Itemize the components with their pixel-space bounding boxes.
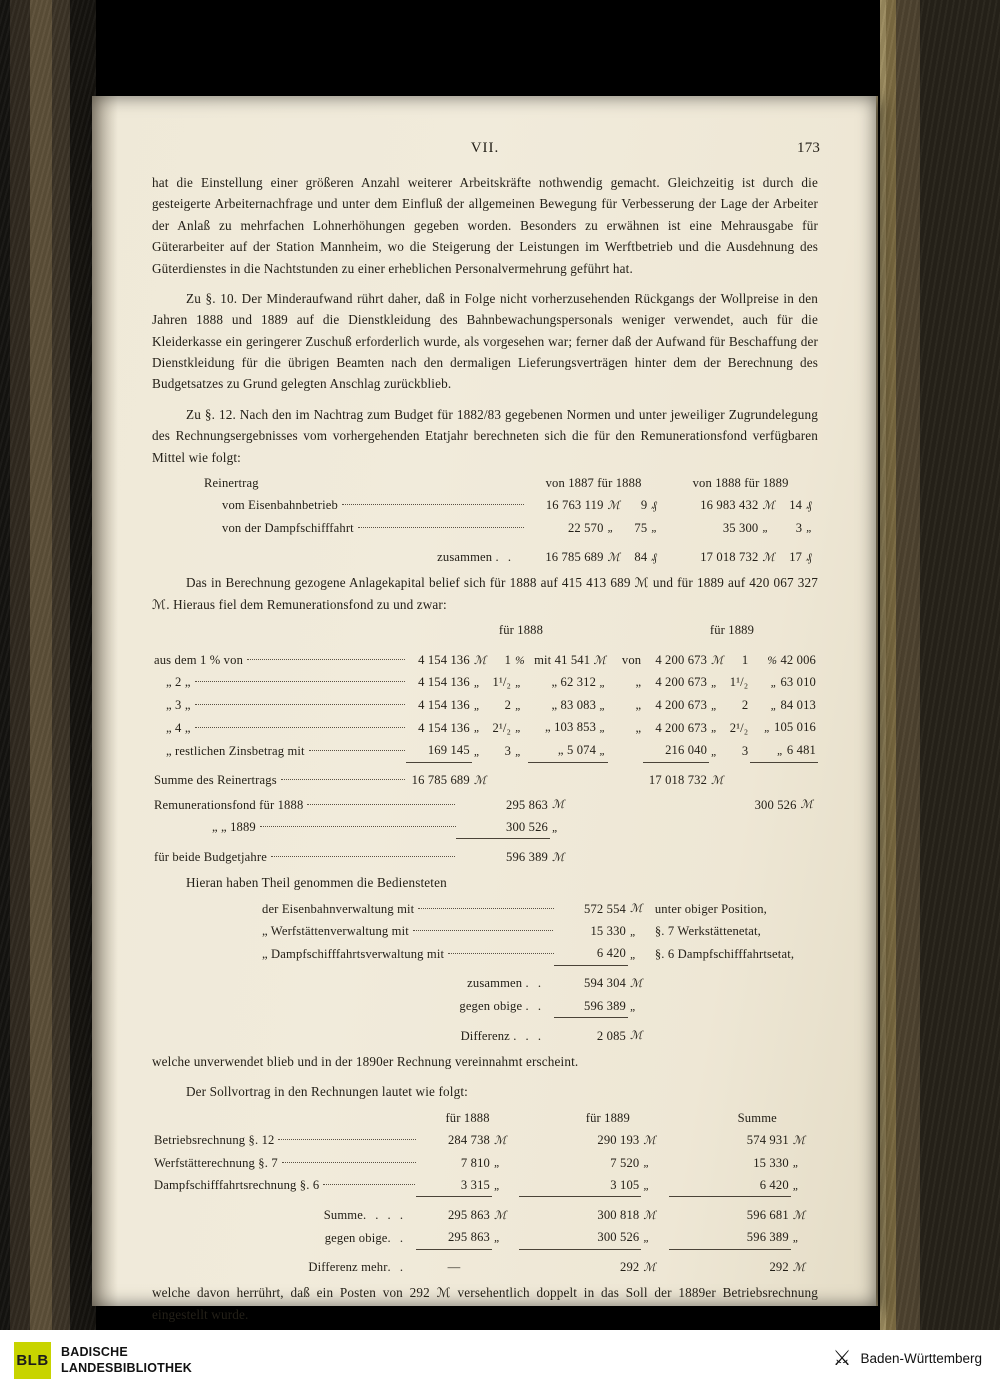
- table-row: gegen obige . . 596 389 „: [152, 995, 818, 1018]
- t4-diff-label: Differenz mehr: [308, 1260, 388, 1275]
- t3-r0-label: der Eisenbahnverwaltung mit: [262, 901, 415, 916]
- t2-r0-u1: ℳ: [473, 654, 487, 667]
- t1-sum-s1: ₰: [651, 551, 658, 564]
- t4-r1-v3: 15 330: [753, 1155, 789, 1170]
- t1-r0-p1: 9: [640, 498, 648, 513]
- t2-r3-base2: 4 200 673: [655, 720, 708, 735]
- paragraph-6: welche unverwendet blieb und in der 1890er Rechnung vereinnahmt erscheint.: [152, 1053, 579, 1069]
- t2-r2-base2: 4 200 673: [655, 698, 708, 713]
- t4-r1-v1: 7 810: [460, 1155, 490, 1170]
- t2-r1-amt: 62 312: [560, 675, 597, 690]
- t4-r1-label: Werfstätterechnung §. 7: [154, 1155, 278, 1170]
- t3-gegen-v: 596 389: [554, 995, 628, 1018]
- t2-r0-mit: mit: [534, 652, 552, 667]
- griffin-icon: ⚔: [832, 1346, 852, 1370]
- t4-gegen-v3: 596 389: [669, 1226, 791, 1249]
- table-row: [152, 1129, 818, 1151]
- t1-sum-v1: 16 785 689: [545, 550, 604, 565]
- t3-gegen-label: gegen obige: [459, 999, 523, 1014]
- t2-r1-amtu: „: [599, 677, 606, 690]
- t2-r0-von2: von: [621, 652, 642, 667]
- t2-r1-base2: 4 200 673: [655, 675, 708, 690]
- t3-r0-note: unter obiger Position,: [654, 901, 767, 916]
- t2-r1-pct2: 1¹/₂: [729, 675, 749, 690]
- t4-gegen-v1: 295 863: [416, 1226, 492, 1249]
- table-row-sum: [152, 769, 818, 791]
- t2-r0-l2: von: [223, 652, 244, 667]
- t2-r1-mit: „: [551, 675, 558, 690]
- t4-sum-v3: 596 681: [746, 1207, 789, 1222]
- t2-r2-u2: „: [711, 699, 718, 712]
- t2-r1-von2: „: [635, 675, 642, 690]
- t2-r2-pctsym2: „: [770, 699, 778, 712]
- book-cover-right: [880, 0, 1000, 1330]
- table-row-sum: Summe. . . . 295 863 ℳ 300 818 ℳ 596 681 ℳ: [152, 1204, 818, 1226]
- t4-head-2: Summe: [737, 1110, 777, 1125]
- t2-r1-base: 4 154 136: [418, 675, 470, 690]
- t4-r0-u1: ℳ: [493, 1134, 507, 1147]
- t4-r0-u2: ℳ: [643, 1134, 656, 1147]
- t2-sum-u1: ℳ: [473, 774, 487, 787]
- t2-r3-base: 4 154 136: [418, 720, 470, 735]
- t2-r3-pct: 2¹/₂: [492, 720, 512, 735]
- t2-r1-pct: 1¹/₂: [492, 675, 512, 690]
- t1-r0-u1: ℳ: [607, 500, 620, 513]
- t4-diff-v3: 292: [769, 1260, 789, 1275]
- t2-r1-l1: „ 2: [166, 675, 182, 690]
- t3-r2-value: 6 420: [554, 942, 628, 965]
- t2-r3-l2: „: [184, 720, 191, 735]
- table-row: [152, 846, 818, 868]
- t2-head-1888: für 1888: [498, 623, 544, 638]
- t4-head-0: für 1888: [445, 1110, 490, 1125]
- t4-r2-v3: 6 420: [669, 1174, 791, 1197]
- table-row: [152, 794, 818, 816]
- t2-r4-amtu: „: [599, 745, 606, 758]
- t2-fond-right: 300 526: [754, 797, 797, 812]
- paragraph-2: Zu §. 10. Der Minderaufwand rührt daher, daß in Folge nicht vorherzusehenden Rückgangs der Wollpreise in den Jahren 1888 und 1889 auf die Dienstkleidung des Bahnbewachungspersonals weniger verwendet, auch für die Kleiderkasse ein geringerer Zuschuß erforderlich wurde, als vorgesehen war; ferner daß der Aufwand für Beschaffung der Dienstkleidung für die übrigen Beamten nach den dermaligen Lieferungsverträgen hinter dem der Berechnung des Budgetsatzes zu Grund gelegten Anschlag zurückblieb.: [152, 290, 818, 392]
- t2-both-v: 596 389: [506, 849, 548, 864]
- t2-r3-pct2: 2¹/₂: [729, 720, 749, 735]
- t2-r2-von2: „: [635, 698, 642, 713]
- t2-r3-u2: „: [711, 722, 718, 735]
- t4-gegen-u2: „: [643, 1232, 650, 1245]
- t4-diff-u1: [492, 1256, 519, 1278]
- table-row: gegen obige. . 295 863 „ 300 526 „ 596 389 „: [152, 1226, 818, 1249]
- t1-sum-label: zusammen: [437, 550, 493, 565]
- t4-r1-u1: „: [493, 1157, 501, 1170]
- t2-r0-amt: 41 541: [554, 652, 591, 667]
- t3-r2-note: §. 6 Dampfschifffahrtsetat,: [654, 946, 795, 961]
- t1-r1-p1: 75: [634, 520, 648, 535]
- table-remunerationsfond: [152, 619, 818, 868]
- t4-diff-v1: —: [447, 1260, 461, 1275]
- t2-fond-v2: 300 526: [456, 816, 550, 839]
- paragraph-3: Zu §. 12. Nach den im Nachtrag zum Budget für 1882/83 gegebenen Normen und unter jeweiliger Zugrundelegung des Rechnungsergebnisses vom vorhergehenden Etatjahr berechneten sich die für den Remunerationsfond verfügbaren Mittel wie folgt:: [152, 406, 818, 465]
- t2-r2-l2: „: [184, 698, 191, 713]
- t2-r3-l1: „ 4: [166, 720, 182, 735]
- t2-r0-amt2: 42 006: [780, 652, 816, 667]
- t2-r2-amt2: 84 013: [780, 697, 816, 712]
- baden-wuerttemberg-brand[interactable]: [833, 1348, 982, 1369]
- t2-r0-l1: aus dem 1 %: [154, 652, 221, 667]
- table-row: [152, 649, 818, 672]
- t2-r1-pctsym2: „: [770, 677, 778, 690]
- t4-sum-u2: ℳ: [643, 1209, 656, 1222]
- t1-sum-p1: 84: [634, 550, 648, 565]
- text-column: [152, 136, 818, 1379]
- t1-r0-p2: 14: [789, 498, 803, 513]
- t2-fond-right-u: ℳ: [800, 799, 813, 812]
- t4-r2-v1: 3 315: [416, 1174, 492, 1197]
- t2-r4-amt2: 6 481: [786, 743, 816, 758]
- t4-sum-label: Summe: [323, 1207, 363, 1222]
- t3-r1-note: §. 7 Werkstättenetat,: [654, 924, 761, 939]
- table-row: Differenz . . . 2 085 ℳ: [152, 1025, 818, 1047]
- paragraph-8: welche davon herrührt, daß ein Posten von 292 ℳ versehentlich doppelt in das Soll der 1889er Betriebsrechnung eingestellt wurde.: [152, 1285, 818, 1322]
- document-page: [92, 96, 876, 1322]
- table-row: [152, 671, 818, 694]
- t3-r1-value: 15 330: [590, 924, 626, 939]
- t2-sum-u2: ℳ: [711, 774, 724, 787]
- t1-sum-u1: ℳ: [607, 551, 620, 564]
- t3-r1-label: „ Werfstättenverwaltung mit: [262, 924, 409, 939]
- paragraph-1: hat die Einstellung einer größeren Anzahl weiterer Arbeitskräfte nothwendig gemacht. Gleichzeitig ist durch die gesteigerte Arbeiternachfrage und unter dem Einfluß der allgemeinen Bewegung für Verbesserung der Lage der Arbeiter der Anlaß zu mehrfachen Lohnerhöhungen gegeben worden. Besonders zu erwähnen ist eine Mehrausgabe für Güterarbeiter auf der Station Mannheim, wo die Steigerung der Leistungen im Werftbetrieb und die Ausdehnung des Güterdienstes in die Nachtstunden zu einer erheblichen Personalvermehrung geführt hat.: [152, 175, 818, 276]
- t4-diff-u2: ℳ: [643, 1261, 656, 1274]
- t1-r1-label: von der Dampfschifffahrt: [222, 520, 354, 535]
- t2-r4-u1: „: [473, 745, 481, 758]
- t2-r1-amt2: 63 010: [780, 675, 816, 690]
- table-row: [152, 942, 818, 965]
- t2-r0-pct2: 1: [741, 652, 749, 667]
- t2-fond-label2: „ „ 1889: [212, 820, 256, 835]
- t3-diff-label: Differenz: [460, 1028, 510, 1043]
- t1-r0-u2: ℳ: [762, 500, 775, 513]
- t1-r0-s1: ₰: [651, 500, 658, 513]
- t2-sum-label: Summe des Reinertrags: [154, 773, 277, 788]
- badische-landesbibliothek-logo[interactable]: [14, 1342, 192, 1379]
- t4-r1-u3: „: [792, 1157, 800, 1170]
- page-header: [152, 136, 818, 162]
- t4-head-1: für 1889: [585, 1110, 630, 1125]
- t2-r4-von2: [608, 739, 643, 762]
- t1-r0-s2: ₰: [806, 500, 813, 513]
- t4-r2-u3: „: [792, 1180, 800, 1193]
- t2-r4-pctsym2: „: [777, 745, 784, 758]
- t3-diff-v: 2 085: [596, 1028, 626, 1043]
- t2-r3-pctsym2: „: [764, 722, 771, 735]
- t2-r1-u2: „: [711, 677, 718, 690]
- t1-caption: Reinertrag: [204, 475, 259, 490]
- t1-r1-s2: „: [806, 522, 813, 535]
- book-cover-left: [0, 0, 96, 1330]
- t3-r1-unit: „: [630, 925, 637, 938]
- t2-r3-pctsym: „: [515, 722, 522, 735]
- viewer-footer: [0, 1330, 1000, 1391]
- t1-r0-v1: 16 763 119: [545, 498, 604, 513]
- t2-r4-l1: „ restlichen Zinsbetrag mit: [166, 743, 305, 758]
- t2-r3-amt2: 105 016: [774, 720, 816, 735]
- paragraph-5: Hieran haben Theil genommen die Bediensteten: [186, 875, 447, 891]
- t2-r0-u2: ℳ: [711, 654, 724, 667]
- library-name-line1: BADISCHE: [61, 1344, 128, 1359]
- t2-fond-v1: 295 863: [506, 797, 548, 812]
- table-bedienstete: [152, 898, 818, 1047]
- t2-r2-pctsym: „: [515, 699, 522, 712]
- table-row: [152, 494, 818, 516]
- t1-r1-v2: 35 300: [722, 520, 759, 535]
- t4-gegen-u1: „: [493, 1232, 501, 1245]
- t1-col2-head: von 1888 für 1889: [692, 475, 789, 490]
- t2-r1-pctsym: „: [515, 677, 522, 690]
- t1-r1-u1: „: [607, 522, 615, 535]
- t2-r1-l2: „: [184, 675, 191, 690]
- t2-r3-von2: „: [635, 720, 642, 735]
- t2-sum-v2: 17 018 732: [648, 773, 708, 788]
- t3-zus-v: 594 304: [584, 976, 626, 991]
- t4-gegen-u3: „: [792, 1232, 800, 1245]
- t4-sum-u1: ℳ: [493, 1209, 507, 1222]
- t2-r0-base: 4 154 136: [418, 652, 470, 667]
- t3-r2-label: „ Dampfschifffahrtsverwaltung mit: [262, 946, 445, 961]
- t2-fond-u1: ℳ: [552, 799, 565, 812]
- t2-r2-pct2: 2: [741, 698, 749, 713]
- t2-r2-u1: „: [473, 699, 481, 712]
- t4-r2-u2: „: [643, 1180, 650, 1193]
- t2-r3-u1: „: [473, 722, 481, 735]
- t4-r2-u1: „: [493, 1180, 501, 1193]
- table-row: [152, 739, 818, 762]
- t2-r1-u1: „: [473, 677, 481, 690]
- t2-both-u: ℳ: [552, 851, 565, 864]
- t2-r4-base: 169 145: [406, 739, 472, 762]
- t4-sum-u3: ℳ: [792, 1209, 806, 1222]
- t2-r2-amtu: „: [599, 699, 606, 712]
- t4-r0-v2: 290 193: [597, 1133, 640, 1148]
- t4-gegen-label: gegen obige: [324, 1230, 388, 1245]
- blb-logo-mark: BLB: [14, 1342, 51, 1379]
- table-row: [152, 898, 818, 920]
- table-row: [152, 816, 818, 839]
- table-row: [152, 694, 818, 717]
- table-row: [152, 1152, 818, 1174]
- t3-zus-label: zusammen: [467, 976, 523, 991]
- section-label: VII.: [470, 140, 500, 156]
- t1-sum-v2: 17 018 732: [700, 550, 759, 565]
- paragraph-4: Das in Berechnung gezogene Anlagekapital belief sich für 1888 auf 415 413 689 ℳ und für 1889 auf 420 067 327 ℳ. Hieraus fiel dem Remunerationsfond zu und zwar:: [152, 575, 818, 612]
- t2-r2-pct: 2: [504, 698, 512, 713]
- t2-r4-amt: 5 074: [566, 743, 597, 758]
- t3-gegen-u: „: [630, 1000, 637, 1013]
- t1-sum-s2: ₰: [806, 551, 813, 564]
- t2-r3-amtu: „: [599, 722, 606, 735]
- t4-r0-u3: ℳ: [792, 1134, 806, 1147]
- t2-r4-pct2: 3: [741, 743, 749, 758]
- t2-r0-pctsym: %: [515, 654, 525, 667]
- table-reinertrag: [152, 472, 818, 569]
- t2-both-label: für beide Budgetjahre: [154, 849, 267, 864]
- t2-r2-l1: „ 3: [166, 698, 182, 713]
- table-sollvortrag: [152, 1107, 818, 1279]
- t2-r3-mit: „: [545, 720, 551, 735]
- t4-diff-u3: ℳ: [792, 1261, 806, 1274]
- t2-r2-base: 4 154 136: [418, 698, 470, 713]
- t2-r4-u2: „: [711, 745, 718, 758]
- t2-r0-pctsym2: %: [767, 654, 778, 667]
- t3-diff-u: ℳ: [630, 1030, 643, 1043]
- t4-r1-u2: „: [643, 1157, 650, 1170]
- t4-r0-label: Betriebsrechnung §. 12: [154, 1133, 275, 1148]
- table-row: [152, 1174, 818, 1197]
- t2-r4-pct: 3: [504, 743, 512, 758]
- t2-r2-amt: 83 083: [560, 697, 597, 712]
- t2-head-1889: für 1889: [709, 623, 755, 638]
- t4-r1-v2: 7 520: [610, 1155, 640, 1170]
- table-row: zusammen . . 594 304 ℳ: [152, 972, 818, 994]
- t2-r0-pct: 1: [504, 652, 512, 667]
- t1-r1-s1: „: [651, 522, 658, 535]
- t2-r3-amt: 103 853: [554, 720, 597, 735]
- t4-r2-v2: 3 105: [519, 1174, 641, 1197]
- t4-r0-v3: 574 931: [746, 1133, 789, 1148]
- page-number: 173: [797, 140, 820, 156]
- t4-r2-label: Dampfschifffahrtsrechnung §. 6: [154, 1178, 320, 1193]
- table-row: [152, 716, 818, 739]
- t2-r4-pctsym: „: [515, 745, 522, 758]
- t2-sum-v1: 16 785 689: [411, 773, 470, 788]
- t1-r0-label: vom Eisenbahnbetrieb: [222, 498, 338, 513]
- t1-sum-u2: ℳ: [762, 551, 775, 564]
- t4-diff-v2: 292: [620, 1260, 640, 1275]
- t1-r1-u2: „: [762, 522, 769, 535]
- t1-col1-head: von 1887 für 1888: [545, 475, 642, 490]
- table-row: [152, 517, 818, 539]
- t4-sum-v1: 295 863: [447, 1207, 490, 1222]
- t2-fond-label: Remunerationsfond für 1888: [154, 797, 304, 812]
- t4-gegen-v2: 300 526: [519, 1226, 641, 1249]
- t1-r1-p2: 3: [795, 520, 803, 535]
- state-label: Baden-Württemberg: [860, 1351, 982, 1366]
- t4-sum-v2: 300 818: [597, 1207, 640, 1222]
- t2-r2-mit: „: [551, 697, 558, 712]
- t2-fond-u2: „: [552, 822, 559, 835]
- t1-sum-p2: 17: [789, 550, 803, 565]
- t1-r1-v1: 22 570: [567, 520, 604, 535]
- t3-r0-value: 572 554: [584, 901, 626, 916]
- t2-r0-base2: 4 200 673: [655, 652, 708, 667]
- t3-r0-unit: ℳ: [630, 903, 643, 916]
- table-row: Differenz mehr. . — 292 ℳ 292 ℳ: [152, 1256, 818, 1278]
- library-name-line2: LANDESBIBLIOTHEK: [61, 1360, 192, 1375]
- t1-r0-v2: 16 983 432: [700, 498, 759, 513]
- table-row-sum: zusammen . . 16 785 689 ℳ 84 ₰ 17 018 732 ℳ 17 ₰: [152, 546, 818, 568]
- t2-r0-amtu: ℳ: [593, 654, 606, 667]
- t3-zus-u: ℳ: [630, 978, 643, 991]
- t2-r4-mit: „: [557, 743, 564, 758]
- t4-r0-v1: 284 738: [447, 1133, 490, 1148]
- t3-r2-unit: „: [630, 948, 637, 961]
- paragraph-7: Der Sollvortrag in den Rechnungen lautet wie folgt:: [186, 1084, 468, 1100]
- table-row: [152, 920, 818, 942]
- t2-r4-base2: 216 040: [643, 739, 709, 762]
